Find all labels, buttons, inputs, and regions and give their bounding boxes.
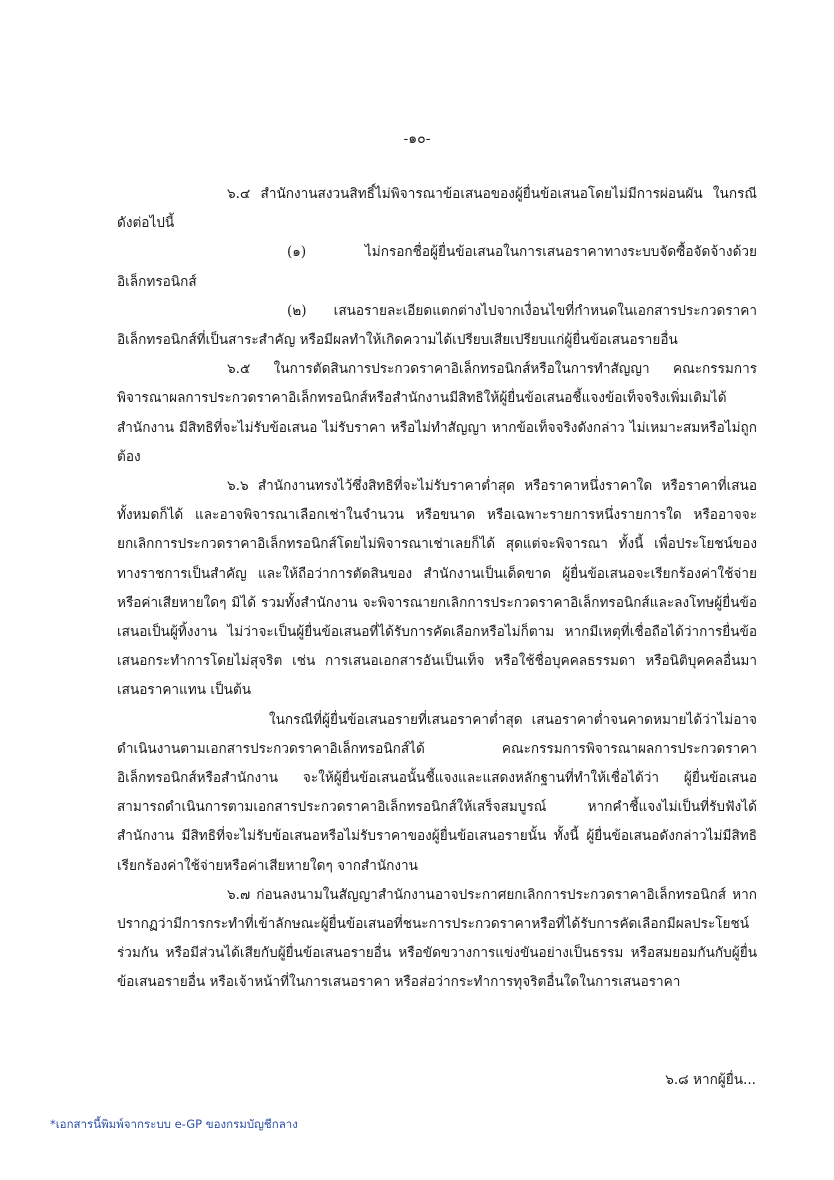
clause-6-6: ๖.๖ สำนักงานทรงไว้ซึ่งสิทธิที่จะไม่รับราคาต่ำสุด หรือราคาหนึ่งราคาใด หรือราคาที่เสนอทั้งหมดก็ได้ และอาจพิจารณาเลือกเช่าในจำนวน หรือขนาด หรือเฉพาะรายการหนึ่งรายการใด หรืออาจจะยกเลิกการประกวดราคาอิเล็กทรอนิกส์โดยไม่พิจารณาเช่าเลยก็ได้ สุดแต่จะพิจารณา ทั้งนี้ เพื่อประโยชน์ของทางราชการเป็นสำคัญ และให้ถือว่าการตัดสินของ สำนักงานเป็นเด็ดขาด ผู้ยื่นข้อเสนอจะเรียกร้องค่าใช้จ่าย หรือค่าเสียหายใดๆ มิได้ รวมทั้งสำนักงาน จะพิจารณายกเลิกการประกวดราคาอิเล็กทรอนิกส์และลงโทษผู้ยื่นข้อเสนอเป็นผู้ทิ้งงาน ไม่ว่าจะเป็นผู้ยื่นข้อเสนอที่ได้รับการคัดเลือกหรือไม่ก็ตาม หากมีเหตุที่เชื่อถือได้ว่าการยื่นข้อเสนอกระทำการโดยไม่สุจริต เช่น การเสนอเอกสารอันเป็นเท็จ หรือใช้ชื่อบุคคลธรรมดา หรือนิติบุคคลอื่นมาเสนอราคาแทน เป็นต้น	[117, 478, 757, 699]
clause-6-5: ๖.๕ ในการตัดสินการประกวดราคาอิเล็กทรอนิกส์หรือในการทำสัญญา คณะกรรมการพิจารณาผลการประกวดราคาอิเล็กทรอนิกส์หรือสำนักงานมีสิทธิให้ผู้ยื่นข้อเสนอชี้แจงข้อเท็จจริงเพิ่มเติมได้ สำนักงาน มีสิทธิที่จะไม่รับข้อเสนอ ไม่รับราคา หรือไม่ทำสัญญา หากข้อเท็จจริงดังกล่าว ไม่เหมาะสมหรือไม่ถูกต้อง	[117, 361, 757, 465]
clause-6-7: ๖.๗ ก่อนลงนามในสัญญาสำนักงานอาจประกาศยกเลิกการประกวดราคาอิเล็กทรอนิกส์ หากปรากฏว่ามีการกระทำที่เข้าลักษณะผู้ยื่นข้อเสนอที่ชนะการประกวดราคาหรือที่ได้รับการคัดเลือกมีผลประโยชน์ร่วมกัน หรือมีส่วนได้เสียกับผู้ยื่นข้อเสนอรายอื่น หรือขัดขวางการแข่งขันอย่างเป็นธรรม หรือสมยอมกันกับผู้ยื่นข้อเสนอรายอื่น หรือเจ้าหน้าที่ในการเสนอราคา หรือส่อว่ากระทำการทุจริตอื่นใดในการเสนอราคา	[117, 886, 757, 991]
clause-6-4: ๖.๔ สำนักงานสงวนสิทธิ์ไม่พิจารณาข้อเสนอของผู้ยื่นข้อเสนอโดยไม่มีการผ่อนผัน ในกรณีดังต่อไปนี้	[117, 186, 757, 232]
clause-6-6-sub: ในกรณีที่ผู้ยื่นข้อเสนอรายที่เสนอราคาต่ำสุด เสนอราคาต่ำจนคาดหมายได้ว่าไม่อาจดำเนินงานตามเอกสารประกวดราคาอิเล็กทรอนิกส์ได้ คณะกรรมการพิจารณาผลการประกวดราคาอิเล็กทรอนิกส์หรือสำนักงาน จะให้ผู้ยื่นข้อเสนอนั้นชี้แจงและแสดงหลักฐานที่ทำให้เชื่อได้ว่า ผู้ยื่นข้อเสนอสามารถดำเนินการตามเอกสารประกวดราคาอิเล็กทรอนิกส์ให้เสร็จสมบูรณ์ หากคำชี้แจงไม่เป็นที่รับฟังได้ สำนักงาน มีสิทธิที่จะไม่รับข้อเสนอหรือไม่รับราคาของผู้ยื่นข้อเสนอรายนั้น ทั้งนี้ ผู้ยื่นข้อเสนอดังกล่าวไม่มีสิทธิเรียกร้องค่าใช้จ่ายหรือค่าเสียหายใดๆ จากสำนักงาน	[117, 711, 757, 874]
footer-note: *เอกสารนี้พิมพ์จากระบบ e-GP ของกรมบัญชีกลาง	[50, 1117, 298, 1131]
clause-6-4-2: (๒) เสนอรายละเอียดแตกต่างไปจากเงื่อนไขที่กำหนดในเอกสารประกวดราคา อิเล็กทรอนิกส์ที่เป็นสาระสำคัญ หรือมีผลทำให้เกิดความได้เปรียบเสียเปรียบแก่ผู้ยื่นข้อเสนอรายอื่น	[117, 302, 757, 349]
document-body	[117, 180, 757, 998]
page-number: -๑๐-	[403, 131, 431, 147]
continuation-text: ๖.๘ หากผู้ยื่น...	[665, 1072, 756, 1088]
clause-6-4-1: (๑) ไม่กรอกชื่อผู้ยื่นข้อเสนอในการเสนอราคาทางระบบจัดซื้อจัดจ้างด้วย อิเล็กทรอนิกส์	[117, 244, 757, 290]
